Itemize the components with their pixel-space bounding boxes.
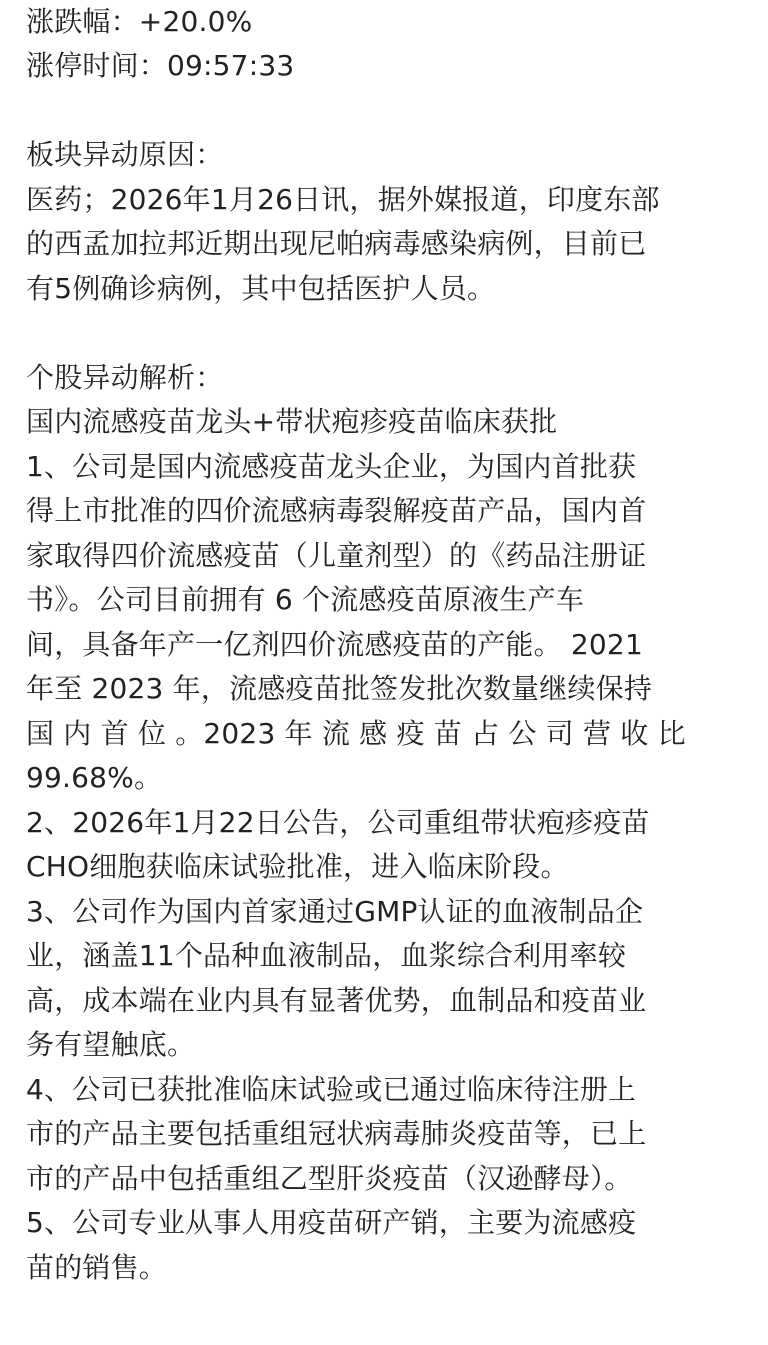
analysis-text-line: 国 内 首 位 。2023 年 流 感 疫 苗 占 公 司 营 收 比	[26, 716, 686, 750]
sector-text-line: 有5例确诊病例，其中包括医护人员。	[26, 271, 496, 305]
analysis-text-line: 3、公司作为国内首家通过GMP认证的血液制品企	[26, 894, 644, 928]
analysis-text-line: CHO细胞获临床试验批准，进入临床阶段。	[26, 850, 569, 883]
analysis-text-line: 业，涵盖11个品种血液制品，血浆综合利用率较	[26, 939, 627, 972]
analysis-text-line: 2、2026年1月22日公告，公司重组带状疱疹疫苗	[26, 805, 650, 839]
analysis-heading: 个股异动解析：	[26, 360, 224, 394]
analysis-text-line: 99.68%。	[26, 761, 163, 794]
analysis-text-line: 间，具备年产一亿剂四价流感疫苗的产能。 2021	[26, 627, 643, 661]
analysis-text-line: 年至 2023 年，流感疫苗批签发批次数量继续保持	[26, 672, 653, 705]
limit-up-time-line: 涨停时间：09:57:33	[26, 49, 295, 82]
sector-heading: 板块异动原因：	[26, 138, 224, 171]
analysis-text-line: 高，成本端在业内具有显著优势，血制品和疫苗业	[26, 983, 647, 1017]
spacer	[26, 89, 748, 134]
analysis-text-line: 务有望触底。	[26, 1028, 196, 1061]
analysis-text-line: 家取得四价流感疫苗（儿童剂型）的《药品注册证	[26, 538, 647, 572]
analysis-text-line: 5、公司专业从事人用疫苗研产销，主要为流感疫	[26, 1206, 637, 1239]
analysis-text-line: 4、公司已获批准临床试验或已通过临床待注册上	[26, 1072, 637, 1106]
analysis-text-line: 1、公司是国内流感疫苗龙头企业，为国内首批获	[26, 449, 637, 483]
analysis-text-line: 苗的销售。	[26, 1250, 168, 1284]
article-body	[26, 0, 748, 1290]
analysis-text-line: 书》。公司目前拥有 6 个流感疫苗原液生产车	[26, 583, 585, 616]
analysis-subtitle: 国内流感疫苗龙头+带状疱疹疫苗临床获批	[26, 405, 558, 438]
price-change-line: 涨跌幅：+20.0%	[26, 4, 253, 38]
sector-text-line: 的西孟加拉邦近期出现尼帕病毒感染病例，目前已	[26, 227, 647, 260]
sector-text-line: 医药；2026年1月26日讯，据外媒报道，印度东部	[26, 182, 660, 216]
spacer	[26, 311, 748, 356]
analysis-text-line: 市的产品中包括重组乙型肝炎疫苗（汉逊酵母）。	[26, 1161, 633, 1195]
analysis-text-line: 得上市批准的四价流感病毒裂解疫苗产品，国内首	[26, 494, 647, 527]
analysis-text-line: 市的产品主要包括重组冠状病毒肺炎疫苗等，已上	[26, 1117, 647, 1150]
